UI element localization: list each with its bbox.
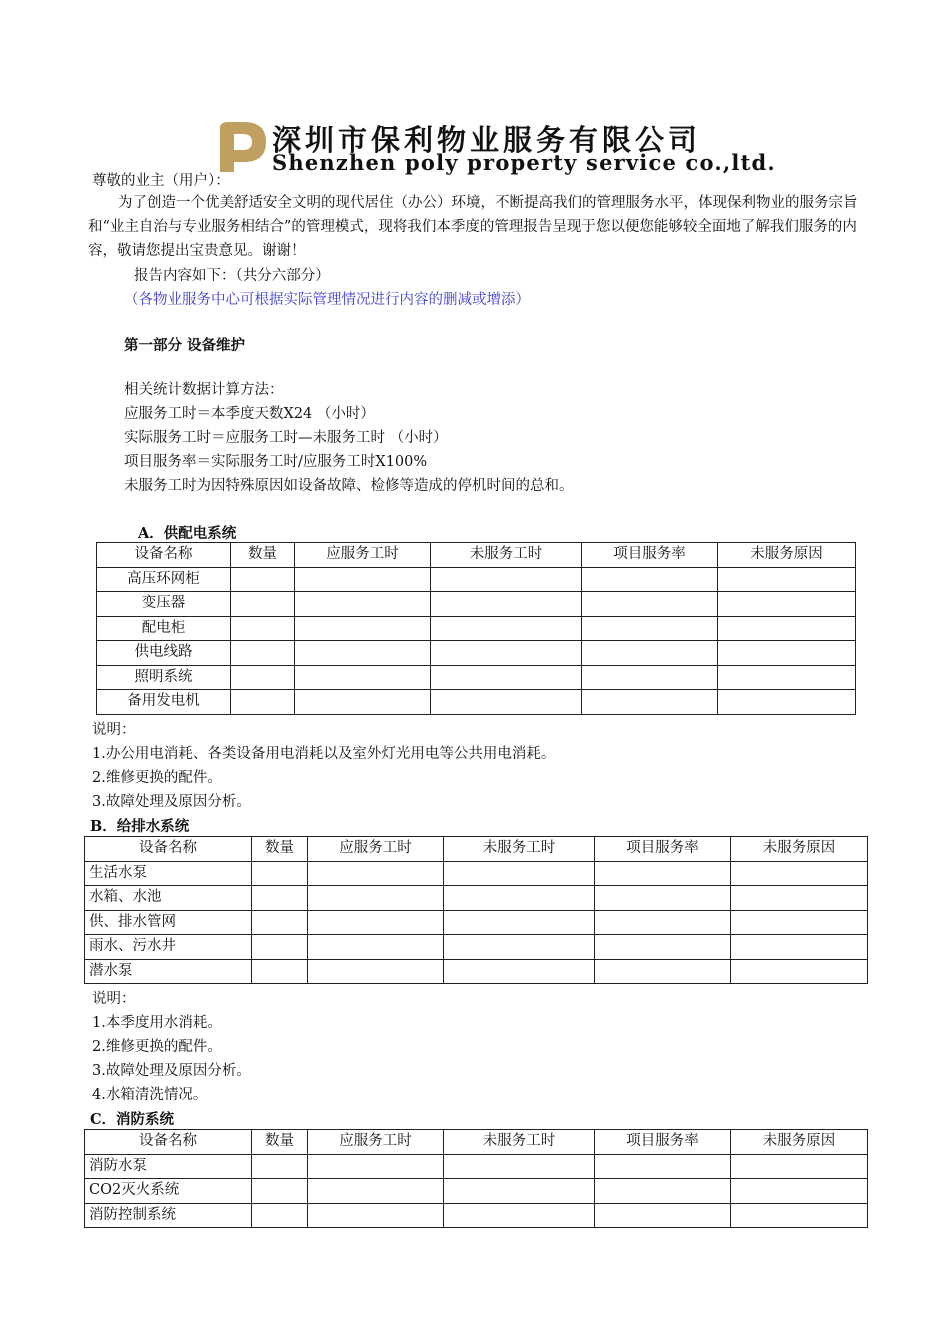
equipment-name: 照明系统 <box>97 665 231 690</box>
table-row <box>85 861 868 886</box>
formula-line: 未服务工时为因特殊原因如设备故障、检修等造成的停机时间的总和。 <box>124 478 574 494</box>
column-header: 项目服务率 <box>595 837 731 862</box>
note-line: 2.维修更换的配件。 <box>92 770 222 786</box>
report-contents: 报告内容如下：（共分六部分） <box>134 268 330 284</box>
equipment-name: 生活水泵 <box>85 861 252 886</box>
formula-line: 实际服务工时＝应服务工时—未服务工时 （小时） <box>124 430 448 446</box>
table-row <box>97 690 856 715</box>
column-header: 数量 <box>252 1130 308 1155</box>
note-line: 1.本季度用水消耗。 <box>92 1015 222 1031</box>
note-line: 3.故障处理及原因分析。 <box>92 794 251 810</box>
column-header: 数量 <box>252 837 308 862</box>
table-row <box>85 886 868 911</box>
water-system-table <box>84 836 868 984</box>
equipment-name: 配电柜 <box>97 616 231 641</box>
column-header: 未服务工时 <box>444 1130 595 1155</box>
column-header: 未服务原因 <box>718 543 856 568</box>
column-header: 未服务原因 <box>731 1130 868 1155</box>
fire-system-table <box>84 1129 868 1228</box>
column-header: 应服务工时 <box>308 837 444 862</box>
power-system-table <box>96 542 856 715</box>
equipment-name: 雨水、污水井 <box>85 935 252 960</box>
part1-title: 第一部分 设备维护 <box>124 337 246 354</box>
equipment-name: 高压环网柜 <box>97 567 231 592</box>
table-header-row <box>97 543 856 568</box>
method-title: 相关统计数据计算方法： <box>124 382 284 398</box>
table-row <box>97 567 856 592</box>
note-line: 4.水箱清洗情况。 <box>92 1087 208 1103</box>
note-line: 1.办公用电消耗、各类设备用电消耗以及室外灯光用电等公共用电消耗。 <box>92 746 556 762</box>
column-header: 设备名称 <box>85 837 252 862</box>
equipment-name: 备用发电机 <box>97 690 231 715</box>
section-a-title: A．供配电系统 <box>138 525 237 542</box>
notes-title: 说明： <box>92 722 136 738</box>
column-header: 应服务工时 <box>308 1130 444 1155</box>
equipment-name: 供、排水管网 <box>85 910 252 935</box>
equipment-name: 水箱、水池 <box>85 886 252 911</box>
table-row <box>97 641 856 666</box>
table-row <box>85 959 868 984</box>
company-name-cn: 深圳市保利物业服务有限公司 <box>272 123 702 157</box>
table-row <box>85 1179 868 1204</box>
formula-line: 项目服务率＝实际服务工时/应服务工时X100% <box>124 454 428 470</box>
equipment-name: 变压器 <box>97 592 231 617</box>
company-name-en: Shenzhen poly property service co.,ltd. <box>272 150 776 175</box>
formula-line: 应服务工时＝本季度天数X24 （小时） <box>124 406 375 422</box>
intro-paragraph: 为了创造一个优美舒适安全文明的现代居住（办公）环境，不断提高我们的管理服务水平，体现保利物业的服务宗旨和“业主自治与专业服务相结合”的管理模式，现将我们本季度的管理报告呈现于您以便您能够较全面地了解我们服务的内容，敬请您提出宝贵意见。谢谢！ <box>88 195 858 259</box>
column-header: 项目服务率 <box>582 543 718 568</box>
table-row <box>85 1203 868 1228</box>
equipment-name: 消防水泵 <box>85 1154 252 1179</box>
column-header: 应服务工时 <box>295 543 431 568</box>
table-row <box>97 592 856 617</box>
column-header: 未服务原因 <box>731 837 868 862</box>
equipment-name: 潜水泵 <box>85 959 252 984</box>
customization-note: （各物业服务中心可根据实际管理情况进行内容的删减或增添） <box>124 292 530 308</box>
column-header: 数量 <box>231 543 295 568</box>
table-row <box>97 616 856 641</box>
column-header: 设备名称 <box>85 1130 252 1155</box>
column-header: 设备名称 <box>97 543 231 568</box>
note-line: 3.故障处理及原因分析。 <box>92 1063 251 1079</box>
table-header-row <box>85 1130 868 1155</box>
section-b-title: B．给排水系统 <box>90 818 190 835</box>
table-header-row <box>85 837 868 862</box>
column-header: 未服务工时 <box>444 837 595 862</box>
company-logo-icon <box>216 120 268 174</box>
salutation: 尊敬的业主（用户）： <box>92 173 230 189</box>
equipment-name: 消防控制系统 <box>85 1203 252 1228</box>
note-line: 2.维修更换的配件。 <box>92 1039 222 1055</box>
column-header: 项目服务率 <box>595 1130 731 1155</box>
table-row <box>97 665 856 690</box>
table-row <box>85 910 868 935</box>
section-c-title: C．消防系统 <box>90 1111 175 1128</box>
equipment-name: CO2灭火系统 <box>85 1179 252 1204</box>
column-header: 未服务工时 <box>431 543 582 568</box>
notes-title: 说明： <box>92 991 136 1007</box>
table-row <box>85 1154 868 1179</box>
table-row <box>85 935 868 960</box>
equipment-name: 供电线路 <box>97 641 231 666</box>
